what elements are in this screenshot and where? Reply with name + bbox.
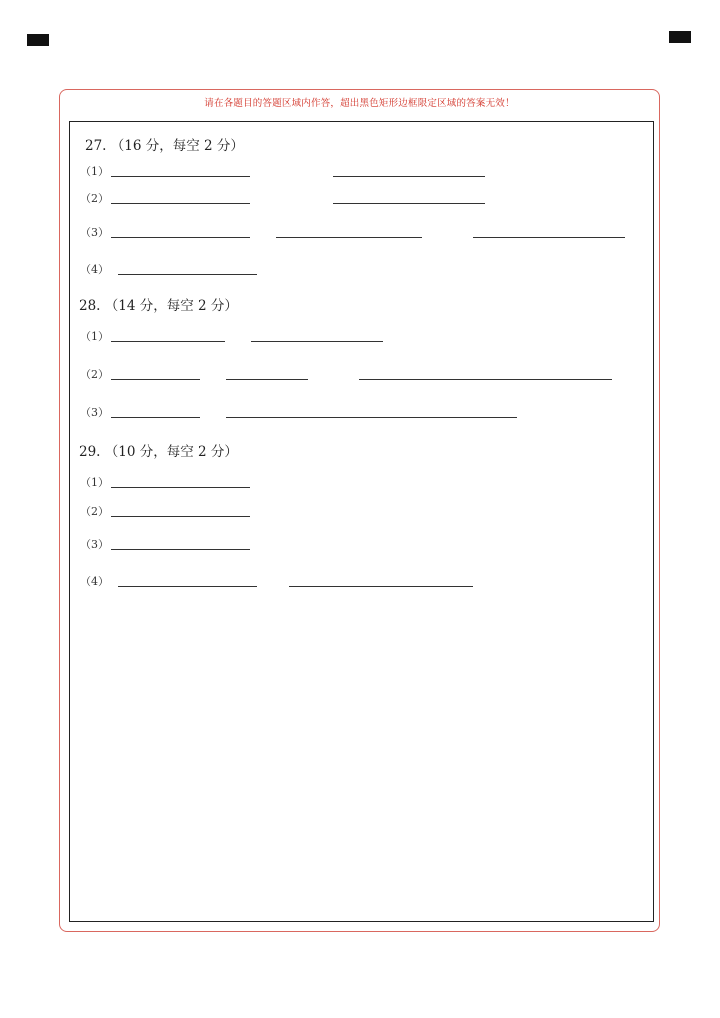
q29-part-2-label: （2） [80,505,109,518]
answer-area-notice: 请在各题目的答题区域内作答，超出黑色矩形边框限定区域的答案无效！ [204,98,515,109]
q27-part-1-blank-2[interactable] [333,176,485,177]
q29-part-3-blank-1[interactable] [111,549,250,550]
question-27-title: 27. （16 分，每空 2 分） [85,138,244,154]
q28-part-2-label: （2） [80,368,109,381]
positioning-marker-right [669,31,691,43]
q28-part-1-blank-2[interactable] [251,341,383,342]
positioning-marker-left [27,34,49,46]
q27-part-3-label: （3） [80,226,109,239]
q29-part-4-label: （4） [80,575,109,588]
q29-part-4-blank-1[interactable] [118,586,257,587]
q28-part-2-blank-3[interactable] [359,379,612,380]
q27-part-2-label: （2） [80,192,109,205]
q27-part-4-label: （4） [80,263,109,276]
q28-part-2-blank-2[interactable] [226,379,308,380]
q28-part-3-blank-2[interactable] [226,417,517,418]
q29-part-1-label: （1） [80,476,109,489]
q29-part-2-blank-1[interactable] [111,516,250,517]
answer-area-inner-frame [69,121,654,922]
q28-part-2-blank-1[interactable] [111,379,200,380]
q29-part-1-blank-1[interactable] [111,487,250,488]
q27-part-1-blank-1[interactable] [111,176,250,177]
q27-part-3-blank-3[interactable] [473,237,625,238]
q27-part-2-blank-2[interactable] [333,203,485,204]
question-28-title: 28. （14 分，每空 2 分） [79,298,238,314]
question-29-title: 29. （10 分，每空 2 分） [79,444,238,460]
q27-part-3-blank-1[interactable] [111,237,250,238]
q27-part-3-blank-2[interactable] [276,237,422,238]
q28-part-1-blank-1[interactable] [111,341,225,342]
q27-part-1-label: （1） [80,165,109,178]
q27-part-2-blank-1[interactable] [111,203,250,204]
q29-part-4-blank-2[interactable] [289,586,473,587]
q27-part-4-blank-1[interactable] [118,274,257,275]
q28-part-3-blank-1[interactable] [111,417,200,418]
q29-part-3-label: （3） [80,538,109,551]
q28-part-1-label: （1） [80,330,109,343]
q28-part-3-label: （3） [80,406,109,419]
